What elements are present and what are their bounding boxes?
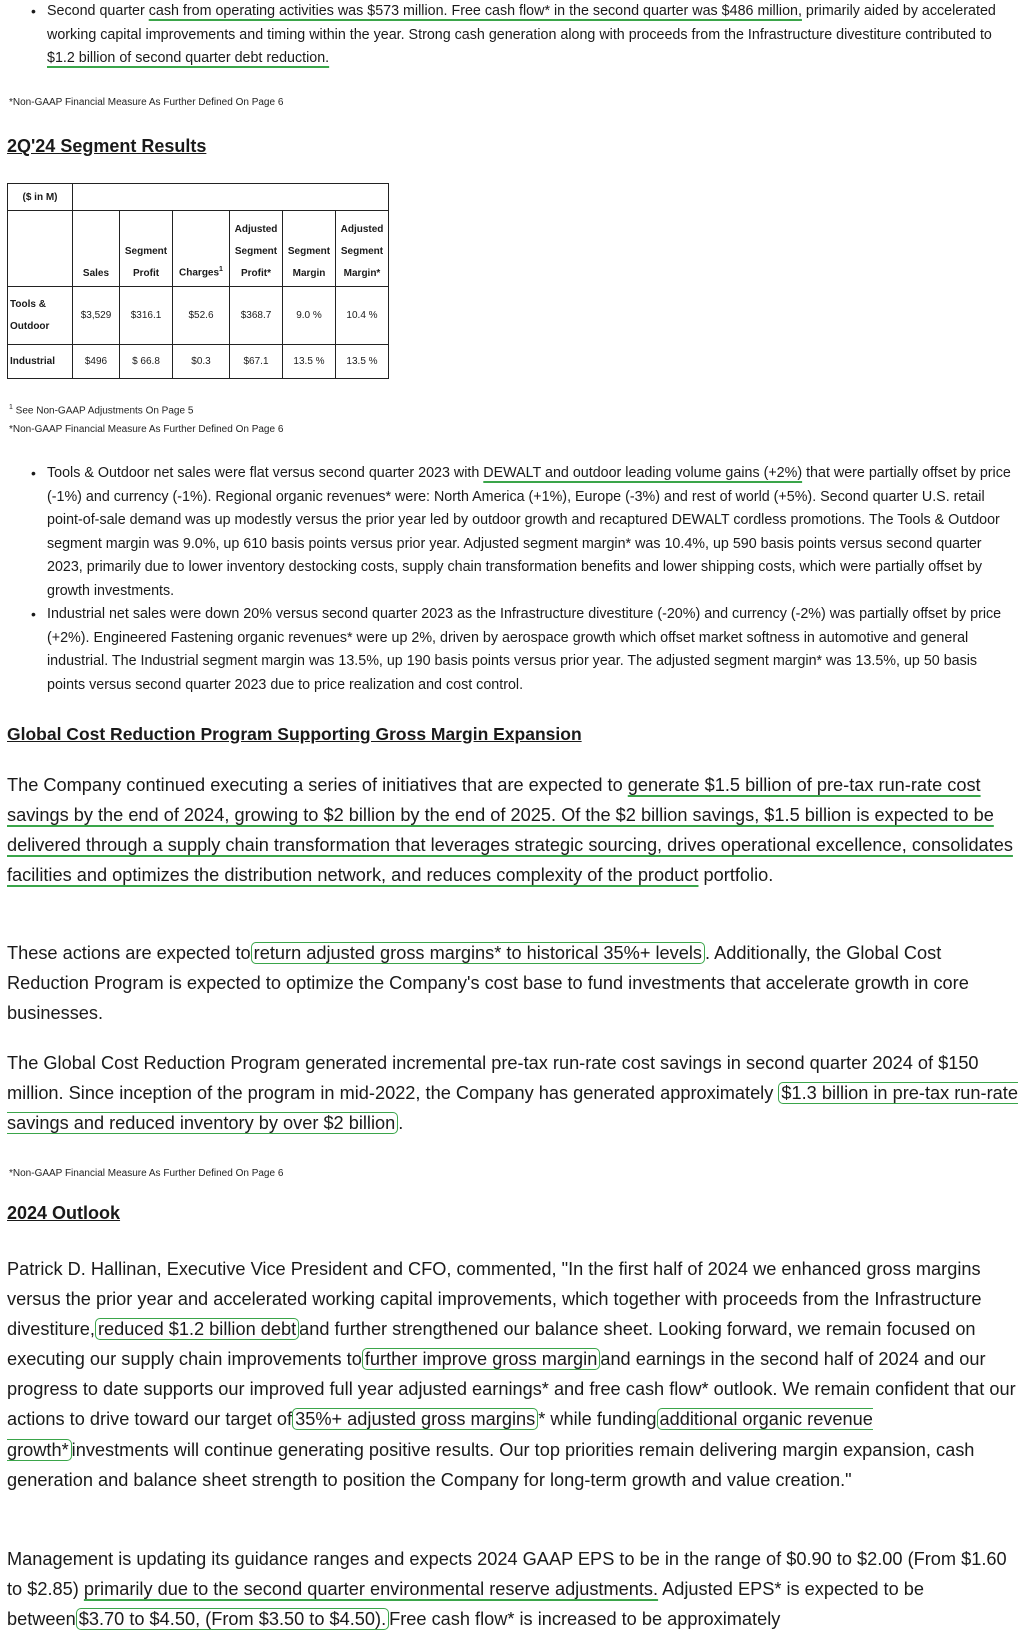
text-run: These actions are expected to xyxy=(7,943,251,963)
highlight-box: 35%+ adjusted gross margins xyxy=(292,1408,538,1430)
non-gaap-footnote: *Non-GAAP Financial Measure As Further Defined On Page 6 xyxy=(9,97,284,108)
text-run: investments will continue generating positive results. Our top priorities remain delivering margin expansion, cash generation and balance sheet strength to position the Company for long-term growth and value creation." xyxy=(7,1439,975,1490)
row-label: Tools & Outdoor xyxy=(8,287,73,345)
non-gaap-footnote: *Non-GAAP Financial Measure As Further Defined On Page 6 xyxy=(9,424,284,435)
table-cell: $368.7 xyxy=(230,287,283,345)
header-segment-margin: Segment Margin xyxy=(283,211,336,287)
adjustments-footnote: $^1$ See Non-GAAP Adjustments On Page 5 xyxy=(9,404,194,417)
table-cell: 13.5 % xyxy=(336,345,389,379)
gcr-heading: Global Cost Reduction Program Supporting Gross Margin Expansion xyxy=(7,724,582,744)
highlight-underline: generate $1.5 billion of pre-tax run-rate cost savings by the end of 2024, growing to $2 billion by the end of 2025. Of the $2 billion savings, $1.5 billion is expected to be delivered through a supply chain transformation that leverages strategic sourcing, drives operational excellence, consolidates facilities and optimizes the distribution network, and reduces complexity of the product xyxy=(7,775,1013,886)
table-cell xyxy=(73,184,389,211)
header-adjusted-segment-margin: Adjusted Segment Margin* xyxy=(336,211,389,287)
highlight-box: return adjusted gross margins* to historical 35%+ levels xyxy=(251,942,705,964)
table-row xyxy=(8,287,389,345)
header-sales: Sales xyxy=(73,211,120,287)
text-run: . Additionally, the Global Cost Reduction Program is expected to optimize the Company's cost base to fund investments that accelerate growth in core businesses. xyxy=(7,943,969,1024)
text-run: that were partially offset by price (-1%) and currency (-1%). Regional organic revenues* were: North America (+1%), Europe (-3%) and rest of world (+5%). Second quarter U.S. retail point-of-sale demand was up modestly versus the prior year led by outdoor growth and recaptured DEWALT cordless promotions. The Tools & Outdoor segment margin was 9.0%, up 610 basis points versus prior year. Adjusted segment margin* was 10.4%, up 590 basis points versus second quarter 2023, primarily due to lower inventory destocking costs, supply chain transformation benefits and lower shipping costs, which were partially offset by growth investments. xyxy=(47,465,1011,599)
text-run: The Company continued executing a series of initiatives that are expected to xyxy=(7,775,628,795)
highlight-underline: $1.2 billion of second quarter debt reduction. xyxy=(47,50,330,66)
highlight-underline: primarily due to the second quarter environmental reserve adjustments. xyxy=(83,1579,659,1600)
highlight-box: $3.70 to $4.50, (From $3.50 to $4.50). xyxy=(76,1608,389,1630)
segment-results-heading: 2Q'24 Segment Results xyxy=(7,136,207,156)
text-run: Second quarter xyxy=(47,3,149,19)
text-run: Management is updating its guidance ranges and expects 2024 GAAP EPS to be in the range of $0.90 to $2.00 (From $1.60 to $2.85) xyxy=(7,1549,1007,1600)
table-cell: $496 xyxy=(73,345,120,379)
gcr-paragraph-2 xyxy=(7,938,1025,1028)
cash-flow-bullet-list xyxy=(27,0,1017,71)
row-label: Industrial xyxy=(8,345,73,379)
outlook-paragraph-1 xyxy=(7,1254,1025,1495)
text-run: Patrick D. Hallinan, Executive Vice President and CFO, commented, "In the first half of 2024 we enhanced gross margins versus the prior year and accelerated working capital improvements, which together with proceeds from the Infrastructure divestiture, xyxy=(7,1259,982,1340)
table-row xyxy=(8,345,389,379)
table-cell: $67.1 xyxy=(230,345,283,379)
segment-bullet-list xyxy=(27,462,1017,697)
table-cell: 10.4 % xyxy=(336,287,389,345)
non-gaap-footnote: *Non-GAAP Financial Measure As Further Defined On Page 6 xyxy=(9,1168,284,1179)
highlight-box: additional organic revenue growth* xyxy=(7,1409,873,1460)
segment-results-table xyxy=(7,183,389,379)
text-run: and further strengthened our balance sheet. Looking forward, we remain focused on executing our supply chain improvements to xyxy=(7,1319,976,1370)
highlight-underline: DEWALT and outdoor leading volume gains (+2%) xyxy=(483,465,803,481)
text-run: Free cash flow* is increased to be approximately xyxy=(389,1609,781,1630)
text-run: Tools & Outdoor net sales were flat versus second quarter 2023 with xyxy=(47,465,484,481)
table-header-row xyxy=(8,211,389,287)
table-cell: $316.1 xyxy=(120,287,173,345)
table-cell: 9.0 % xyxy=(283,287,336,345)
outlook-heading: 2024 Outlook xyxy=(7,1203,121,1223)
text-run: Adjusted EPS* is expected to be between xyxy=(7,1579,924,1630)
highlight-underline: cash from operating activities was $573 million. Free cash flow* in the second quarter was $486 million, xyxy=(148,3,802,19)
text-run: * while funding xyxy=(538,1409,657,1430)
tools-outdoor-bullet xyxy=(27,462,1017,603)
gcr-paragraph-3 xyxy=(7,1048,1025,1138)
text-run: and earnings in the second half of 2024 and our progress to date supports our improved full year adjusted earnings* and free cash flow* outlook. We remain confident that our actions to drive toward our target of xyxy=(7,1349,1016,1430)
text-run: The Global Cost Reduction Program generated incremental pre-tax run-rate cost savings in second quarter 2024 of $150 million. Since inception of the program in mid-2022, the Company has generated approximately xyxy=(7,1053,979,1104)
unit-cell: ($ in M) xyxy=(8,184,73,211)
highlight-box: further improve gross margin xyxy=(362,1348,600,1370)
highlight-box: $1.3 billion in pre-tax run-rate savings and reduced inventory by over $2 billion xyxy=(7,1083,1018,1134)
cash-flow-bullet xyxy=(27,0,1017,71)
text-run: portfolio. xyxy=(698,865,774,886)
table-cell: 13.5 % xyxy=(283,345,336,379)
gcr-paragraph-1 xyxy=(7,770,1025,890)
table-cell: $52.6 xyxy=(173,287,230,345)
header-adjusted-segment-profit: Adjusted Segment Profit* xyxy=(230,211,283,287)
text-run: . xyxy=(398,1113,404,1134)
table-cell: $ 66.8 xyxy=(120,345,173,379)
table-cell: $0.3 xyxy=(173,345,230,379)
table-row xyxy=(8,184,389,211)
header-segment-profit: Segment Profit xyxy=(120,211,173,287)
table-cell: $3,529 xyxy=(73,287,120,345)
outlook-paragraph-2 xyxy=(7,1544,1025,1634)
highlight-box: reduced $1.2 billion debt xyxy=(95,1318,299,1340)
text-run: primarily aided by accelerated working capital improvements and timing within the year. Strong cash generation along with proceeds from the Infrastructure divestiture contributed to xyxy=(47,3,996,43)
table-cell xyxy=(8,211,73,287)
industrial-bullet: • Industrial net sales were down 20% versus second quarter 2023 as the Infrastructure divestiture (-20%) and currency (-2%) was partially offset by price (+2%). Engineered Fastening organic revenues* were up 2%, driven by aerospace growth which offset market softness in automotive and general industrial. The Industrial segment margin was 13.5%, up 190 basis points versus prior year. The adjusted segment margin* was 13.5%, up 50 basis points versus second quarter 2023 due to price realization and cost control. xyxy=(27,603,1017,697)
header-charges: Charges$^1$ xyxy=(173,211,230,287)
